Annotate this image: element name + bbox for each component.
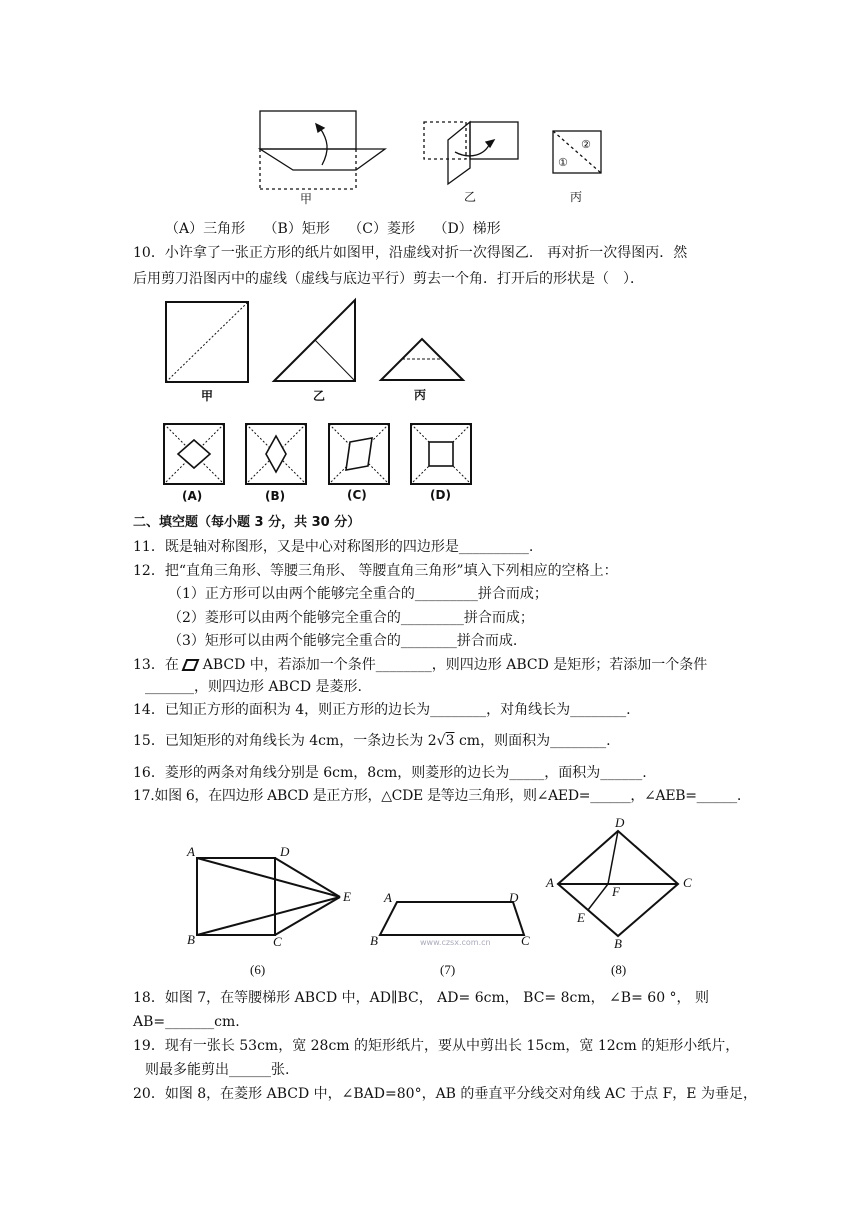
fig8-label-E: E — [577, 910, 585, 925]
fig7-label-A: A — [384, 890, 392, 905]
q12-stem: 12．把“直角三角形、等腰三角形、 等腰直角三角形”填入下列相应的空格上： — [133, 563, 618, 579]
q10-label-jia: 甲 — [201, 389, 214, 403]
q16: 16．菱形的两条对角线分别是 6cm，8cm，则菱形的边长为_____，面积为______. — [133, 765, 647, 781]
q15-post: cm，则面积为________. — [454, 733, 611, 749]
q12-s1: （1）正方形可以由两个能够完全重合的_________拼合而成； — [168, 586, 548, 602]
fig6-label-C: C — [273, 934, 282, 949]
q14: 14．已知正方形的面积为 4，则正方形的边长为________，对角线长为________. — [133, 702, 631, 718]
fig6-label-A: A — [187, 844, 195, 859]
fig8-label-D: D — [615, 815, 625, 830]
q19-line2: 则最多能剪出______张. — [145, 1062, 290, 1078]
q17: 17.如图 6，在四边形 ABCD 是正方形，△CDE 是等边三角形，则∠AED=______，∠AEB=______. — [133, 788, 742, 804]
q13-line2: _______，则四边形 ABCD 是菱形. — [145, 679, 362, 695]
q20: 20．如图 8，在菱形 ABCD 中，∠BAD=80°，AB 的垂直平分线交对角线 AC 于点 F，E 为垂足， — [133, 1086, 757, 1102]
fig7-label-C: C — [521, 933, 530, 948]
q11: 11．既是轴对称图形，又是中心对称图形的四边形是__________. — [133, 539, 534, 555]
fig6-label-B: B — [187, 932, 195, 947]
fig8-caption: (8) — [611, 962, 627, 977]
option-b-label: (B) — [265, 489, 286, 503]
fig7-label-D: D — [509, 890, 519, 905]
q10-label-bing: 丙 — [414, 388, 427, 402]
q13-rest: ABCD 中，若添加一个条件________，则四边形 ABCD 是矩形；若添加一个条件 — [202, 657, 708, 673]
region-label-2: ② — [581, 138, 591, 151]
q12-s3: （3）矩形可以由两个能够完全重合的________拼合而成. — [168, 633, 518, 649]
option-a-label: (A) — [182, 489, 203, 503]
fig7-label-B: B — [370, 933, 378, 948]
fig8-label-B: B — [614, 936, 622, 951]
q10-line2: 后用剪刀沿图丙中的虚线（虚线与底边平行）剪去一个角．打开后的形状是（ ）． — [133, 271, 644, 287]
q9-options: （A）三角形 （B）矩形 （C）菱形 （D）梯形 — [165, 221, 501, 237]
q18-line2: AB=_______cm. — [133, 1014, 240, 1030]
q15-pre: 15．已知矩形的对角线长为 4cm，一条边长为 2 — [133, 733, 437, 749]
q13-prefix: 13．在 — [133, 657, 179, 673]
fig8-label-A: A — [546, 875, 554, 890]
fig6-caption: (6) — [250, 962, 266, 977]
q18-line1: 18．如图 7，在等腰梯形 ABCD 中，AD∥BC， AD= 6cm， BC= 8cm， ∠B= 60 °， 则 — [133, 990, 709, 1006]
fig7-watermark: www.czsx.com.cn — [420, 938, 491, 947]
q19-line1: 19．现有一张长 53cm，宽 28cm 的矩形纸片，要从中剪出长 15cm，宽 12cm 的矩形小纸片， — [133, 1038, 740, 1054]
option-c-label: (C) — [347, 488, 367, 502]
q10-line1: 10．小许拿了一张正方形的纸片如图甲，沿虚线对折一次得图乙． 再对折一次得图丙．然 — [133, 245, 688, 261]
fig7-caption: (7) — [440, 962, 456, 977]
region-label-1: ① — [558, 156, 568, 169]
fig8-label-F: F — [612, 884, 620, 899]
q15-radicand: 3 — [445, 733, 455, 749]
fig6-label-D: D — [280, 844, 290, 859]
fig6-label-E: E — [343, 889, 351, 904]
q10-label-yi: 乙 — [313, 389, 326, 403]
fig-label-yi: 乙 — [464, 190, 477, 204]
option-d-label: (D) — [430, 488, 451, 502]
fig8-label-C: C — [683, 875, 692, 890]
section2-heading: 二、填空题（每小题 3 分，共 30 分） — [133, 515, 361, 530]
fig-label-jia: 甲 — [300, 192, 313, 206]
sqrt-symbol: √ — [436, 733, 446, 749]
fig-label-bing: 丙 — [570, 190, 583, 204]
q12-s2: （2）菱形可以由两个能够完全重合的_________拼合而成； — [168, 610, 534, 626]
